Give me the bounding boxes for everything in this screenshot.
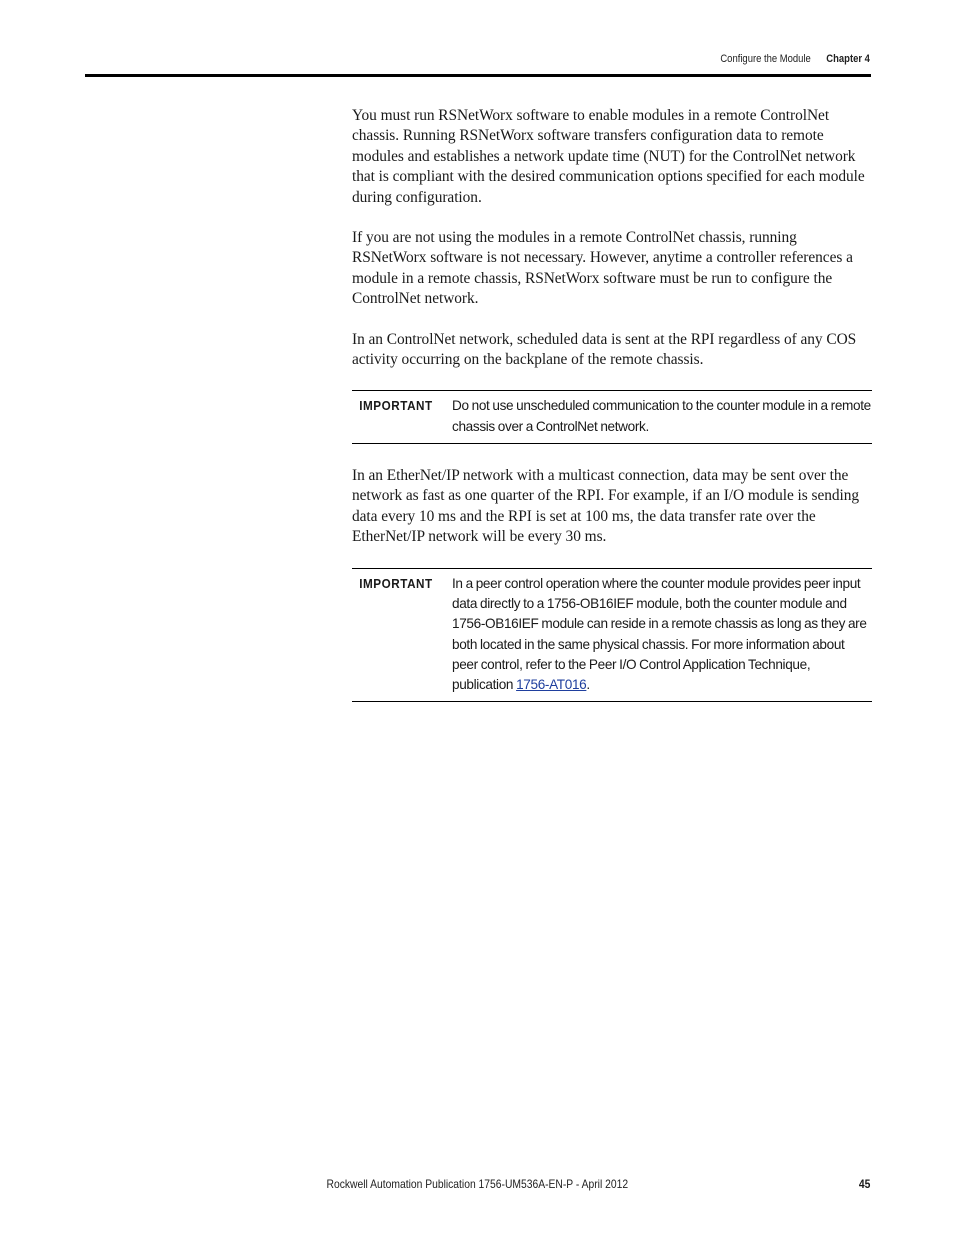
paragraph-rsnetworx-requirement: You must run RSNetWorx software to enable modules in a remote ControlNet chassis. Running RSNetWorx software transfers configuration data to remote modules and establishes a network update time (NUT) for the ControlNet network that is compliant with the desired communication options specified for each module during configuration. bbox=[352, 107, 865, 206]
important-text-body: In a peer control operation where the counter module provides peer input data directly to a 1756-OB16IEF module, both the counter module and 1756-OB16IEF module can reside in a remote chassis as long as they are both located in the same physical chassis. For more information about peer control, refer to the Peer I/O Control Application Technique, publication bbox=[452, 575, 867, 693]
important-text: Do not use unscheduled communication to the counter module in a remote chassis over a ControlNet network. bbox=[452, 398, 871, 434]
important-box-unscheduled bbox=[352, 390, 872, 444]
paragraph-ethernet-multicast: In an EtherNet/IP network with a multicast connection, data may be sent over the network as fast as one quarter of the RPI. For example, if an I/O module is sending data every 10 ms and the RPI is set at 100 ms, the data transfer rate over the EtherNet/IP network will be every 30 ms. bbox=[352, 467, 860, 546]
important-box-peer-control bbox=[352, 568, 872, 703]
section-title: Configure the Module bbox=[720, 53, 811, 65]
running-header bbox=[720, 53, 870, 65]
publication-id: Rockwell Automation Publication 1756-UM536A-EN-P - April 2012 bbox=[326, 1177, 628, 1191]
important-label: IMPORTANT bbox=[359, 398, 433, 414]
important-text bbox=[452, 569, 872, 702]
page-number: 45 bbox=[858, 1177, 870, 1191]
important-text-end: . bbox=[586, 677, 590, 693]
publication-link[interactable]: 1756-AT016 bbox=[516, 677, 587, 693]
header-rule bbox=[85, 74, 871, 77]
paragraph-controlnet-scheduled: In an ControlNet network, scheduled data is sent at the RPI regardless of any COS activity occurring on the backplane of the remote chassis. bbox=[352, 330, 857, 369]
important-label: IMPORTANT bbox=[359, 575, 433, 591]
chapter-label: Chapter 4 bbox=[826, 53, 870, 65]
footer-publication bbox=[0, 1177, 954, 1191]
paragraph-local-chassis: If you are not using the modules in a remote ControlNet chassis, running RSNetWorx software is not necessary. However, anytime a controller references a module in a remote chassis, RSNetWorx software must be run to configure the ControlNet network. bbox=[352, 229, 853, 308]
page-content bbox=[352, 106, 872, 724]
